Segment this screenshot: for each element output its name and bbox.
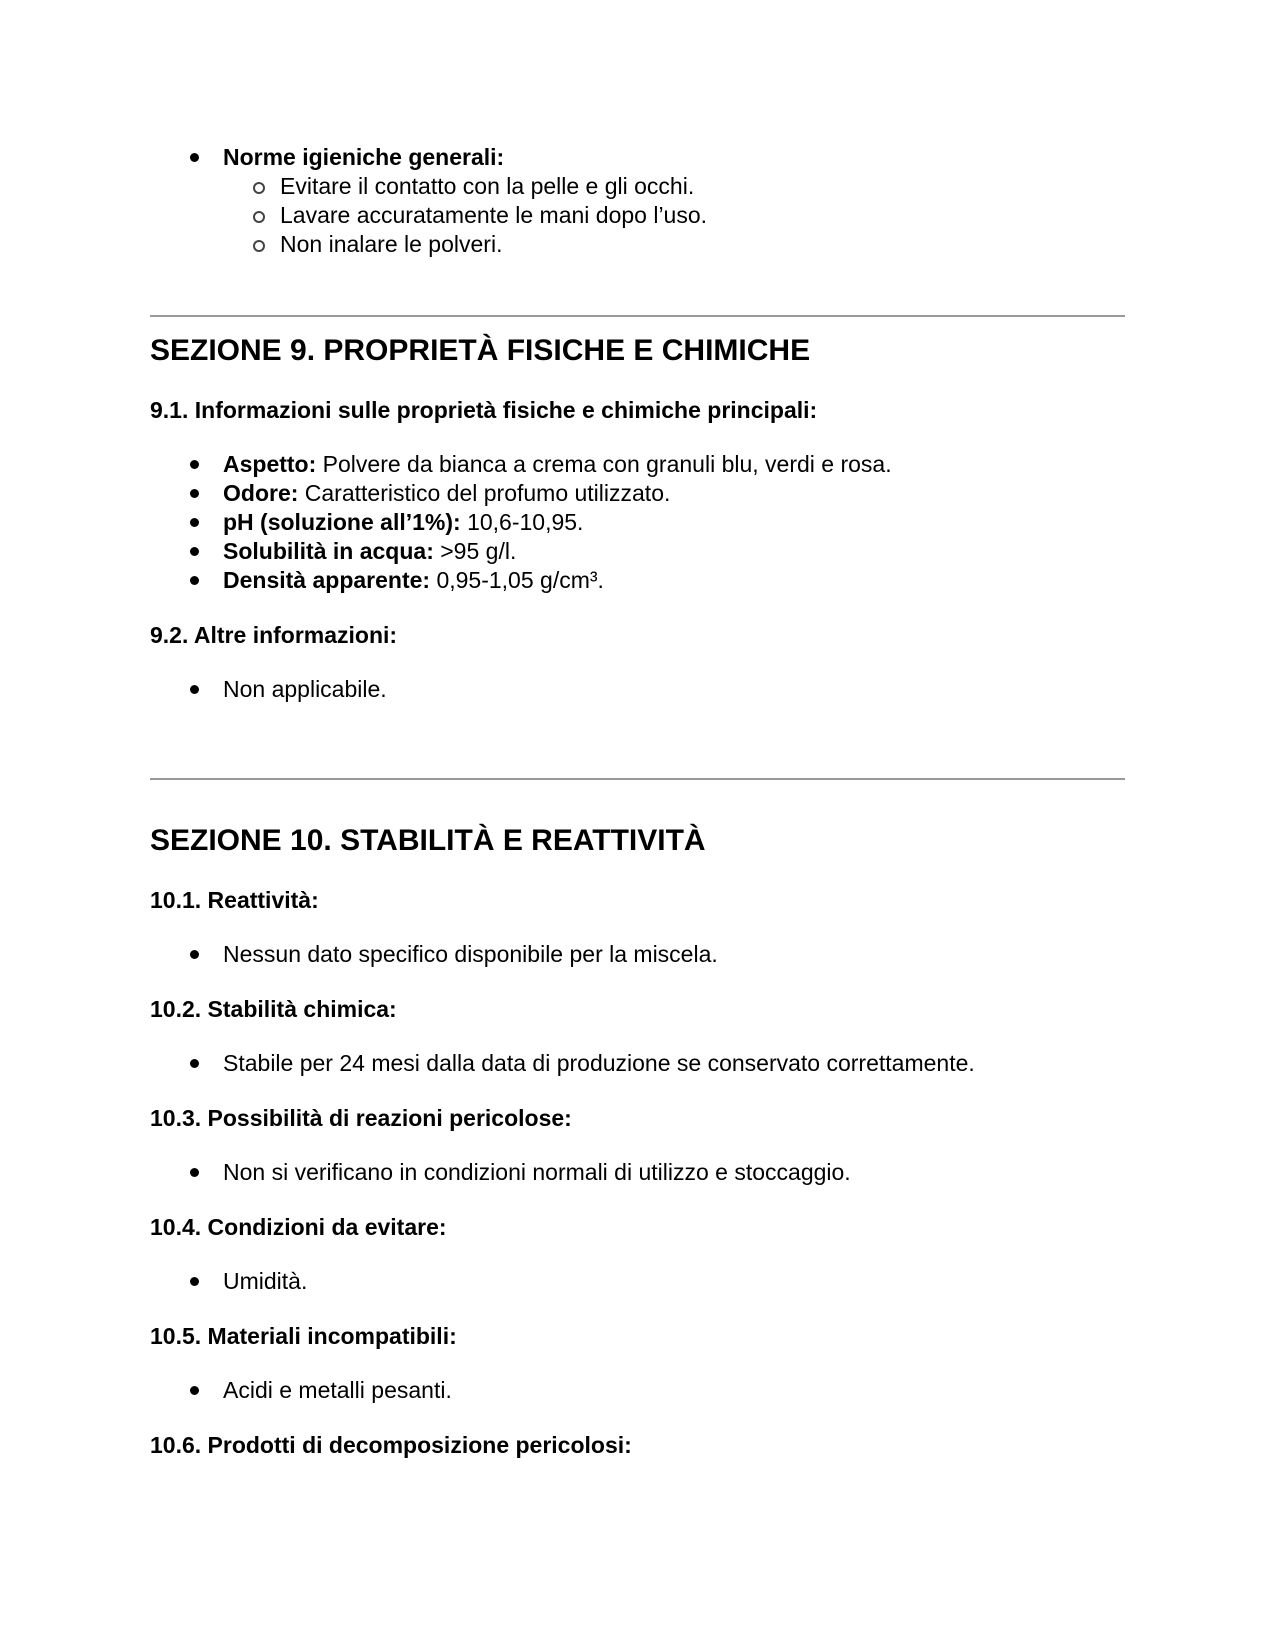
list-item [150, 172, 1125, 201]
list-item-text: Evitare il contatto con la pelle e gli occhi. [280, 173, 695, 199]
list-item-text: Acidi e metalli pesanti. [223, 1377, 452, 1403]
section-10-6-heading: 10.6. Prodotti di decomposizione pericolosi: [150, 1432, 632, 1458]
list-item-text: Lavare accuratamente le mani dopo l’uso. [280, 202, 708, 228]
bullet-disc-icon [190, 1277, 199, 1286]
property-label: pH (soluzione all’1%): [223, 509, 461, 535]
property-value: Polvere da bianca a crema con granuli blu, verdi e rosa. [322, 451, 892, 477]
list-item [150, 940, 1125, 969]
section-10-3-heading: 10.3. Possibilità di reazioni pericolose: [150, 1105, 572, 1131]
list-item-text: Nessun dato specifico disponibile per la miscela. [223, 941, 718, 967]
bullet-circle-icon [253, 182, 265, 194]
list-item-text: Stabile per 24 mesi dalla data di produzione se conservato correttamente. [223, 1050, 975, 1076]
bullet-disc-icon [190, 518, 199, 527]
list-item-label: Norme igieniche generali: [223, 144, 505, 170]
section-9-1-heading: 9.1. Informazioni sulle proprietà fisiche e chimiche principali: [150, 397, 818, 423]
list-item-text: Umidità. [223, 1268, 308, 1294]
list-item [150, 1049, 1125, 1078]
list-item [150, 675, 1125, 704]
property-label: Densità apparente: [223, 567, 431, 593]
section-divider [150, 778, 1125, 780]
property-value: 0,95-1,05 g/cm³. [436, 567, 604, 593]
list-item [150, 479, 1125, 508]
list-item [150, 1158, 1125, 1187]
property-value: Caratteristico del profumo utilizzato. [304, 480, 671, 506]
bullet-disc-icon [190, 685, 199, 694]
list-item [150, 537, 1125, 566]
section-9-heading: SEZIONE 9. PROPRIETÀ FISICHE E CHIMICHE [150, 334, 811, 367]
property-value: >95 g/l. [440, 538, 517, 564]
section-10-4-heading: 10.4. Condizioni da evitare: [150, 1214, 447, 1240]
bullet-disc-icon [190, 1168, 199, 1177]
bullet-circle-icon [253, 240, 265, 252]
list-item-text: Non inalare le polveri. [280, 231, 503, 257]
property-label: Aspetto: [223, 451, 317, 477]
list-item [150, 1376, 1125, 1405]
list-item [150, 201, 1125, 230]
list-item [150, 143, 1125, 172]
section-10-2-heading: 10.2. Stabilità chimica: [150, 996, 397, 1022]
list-item-text: Non applicabile. [223, 676, 387, 702]
property-label: Odore: [223, 480, 299, 506]
bullet-disc-icon [190, 460, 199, 469]
list-item [150, 1267, 1125, 1296]
list-item [150, 450, 1125, 479]
bullet-disc-icon [190, 950, 199, 959]
bullet-disc-icon [190, 1386, 199, 1395]
bullet-disc-icon [190, 153, 199, 162]
property-label: Solubilità in acqua: [223, 538, 434, 564]
section-10-5-heading: 10.5. Materiali incompatibili: [150, 1323, 457, 1349]
bullet-disc-icon [190, 1059, 199, 1068]
list-item [150, 230, 1125, 259]
list-item [150, 508, 1125, 537]
bullet-circle-icon [253, 211, 265, 223]
section-10-heading: SEZIONE 10. STABILITÀ E REATTIVITÀ [150, 824, 706, 857]
list-item [150, 566, 1125, 595]
property-value: 10,6-10,95. [467, 509, 584, 535]
bullet-disc-icon [190, 576, 199, 585]
bullet-disc-icon [190, 547, 199, 556]
section-divider [150, 315, 1125, 317]
section-9-2-heading: 9.2. Altre informazioni: [150, 622, 398, 648]
list-item-text: Non si verificano in condizioni normali di utilizzo e stoccaggio. [223, 1159, 851, 1185]
bullet-disc-icon [190, 489, 199, 498]
section-10-1-heading: 10.1. Reattività: [150, 887, 319, 913]
